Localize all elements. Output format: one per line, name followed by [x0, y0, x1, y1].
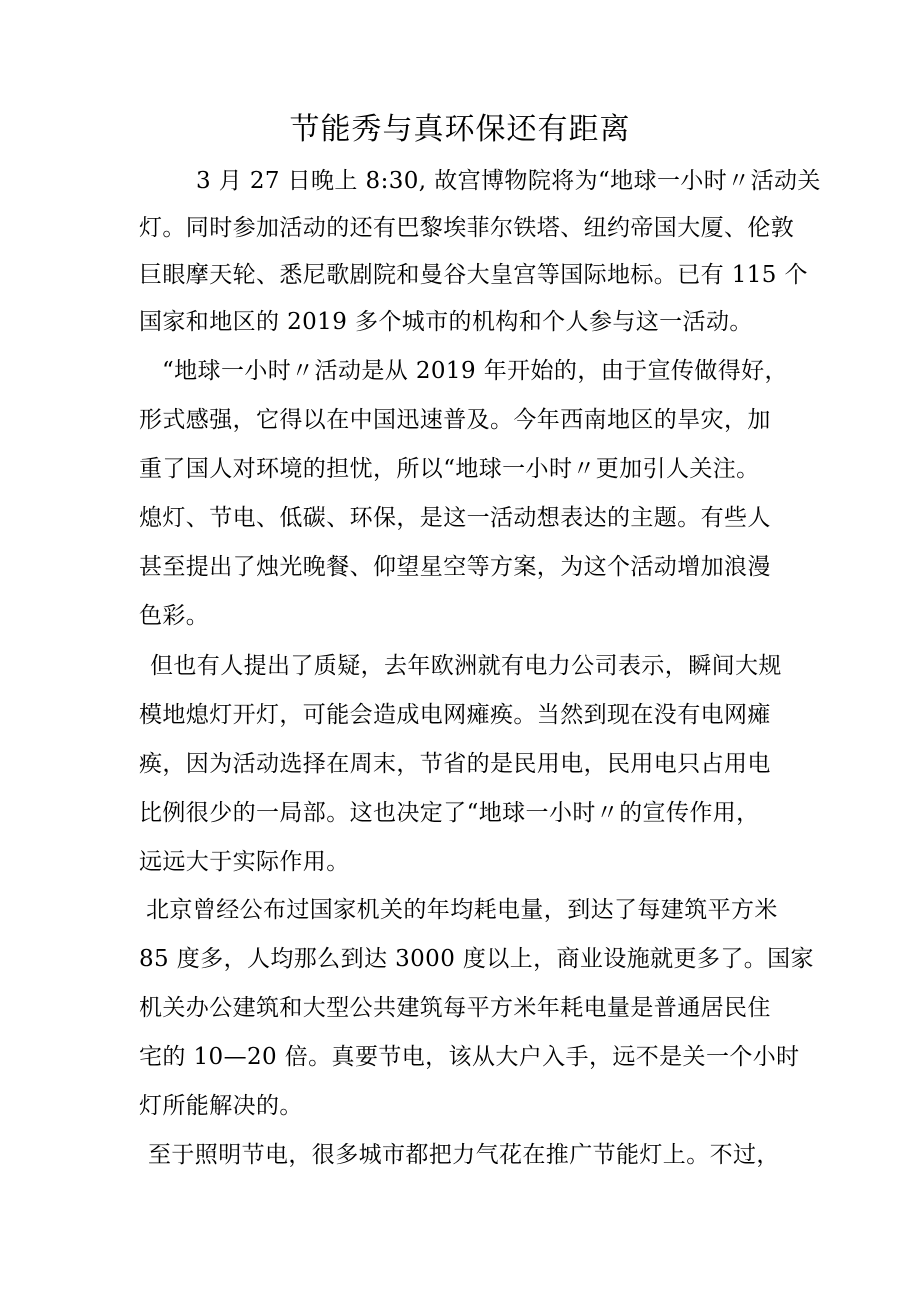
- paragraph-line: 形式感强，它得以在中国迅速普及。今年西南地区的旱灾，加: [139, 407, 771, 433]
- paragraph-line: 灯。同时参加活动的还有巴黎埃菲尔铁塔、纽约帝国大厦、伦敦: [139, 215, 795, 241]
- paragraph-line: 灯所能解决的。: [139, 1093, 303, 1119]
- paragraph-line: 重了国人对环境的担忧，所以“地球一小时〃更加引人关注。: [139, 456, 760, 482]
- paragraph-line: 但也有人提出了质疑，去年欧洲就有电力公司表示，瞬间大规: [150, 653, 782, 679]
- paragraph-line: 模地熄灯开灯，可能会造成电网瘫痪。当然到现在没有电网瘫: [139, 702, 771, 728]
- paragraph-line: 痪，因为活动选择在周末，节省的是民用电，民用电只占用电: [139, 751, 771, 777]
- paragraph-line: 北京曾经公布过国家机关的年均耗电量，到达了每建筑平方米: [146, 897, 778, 923]
- document-title: 节能秀与真环保还有距离: [289, 112, 631, 147]
- paragraph-line: 甚至提出了烛光晚餐、仰望星空等方案，为这个活动增加浪漫: [139, 554, 771, 580]
- paragraph-line: 3 月 27 日晚上 8:30, 故宫博物院将为“地球一小时〃活动关: [196, 168, 821, 194]
- paragraph-line: 85 度多，人均那么到达 3000 度以上，商业设施就更多了。国家: [139, 946, 814, 972]
- paragraph-line: 色彩。: [139, 603, 210, 629]
- paragraph-line: 宅的 10—20 倍。真要节电，该从大户入手，远不是关一个小时: [139, 1044, 800, 1070]
- paragraph-line: 国家和地区的 2019 多个城市的机构和个人参与这一活动。: [139, 309, 753, 335]
- paragraph-line: “地球一小时〃活动是从 2019 年开始的，由于宣传做得好，: [162, 358, 788, 384]
- paragraph-line: 巨眼摩天轮、悉尼歌剧院和曼谷大皇宫等国际地标。已有 115 个: [139, 262, 808, 288]
- paragraph-line: 至于照明节电，很多城市都把力气花在推广节能灯上。不过，: [148, 1142, 780, 1168]
- paragraph-line: 机关办公建筑和大型公共建筑每平方米年耗电量是普通居民住: [139, 995, 771, 1021]
- paragraph-line: 远远大于实际作用。: [139, 849, 350, 875]
- paragraph-line: 熄灯、节电、低碳、环保，是这一活动想表达的主题。有些人: [139, 505, 771, 531]
- paragraph-line: 比例很少的一局部。这也决定了“地球一小时〃的宣传作用，: [139, 800, 760, 826]
